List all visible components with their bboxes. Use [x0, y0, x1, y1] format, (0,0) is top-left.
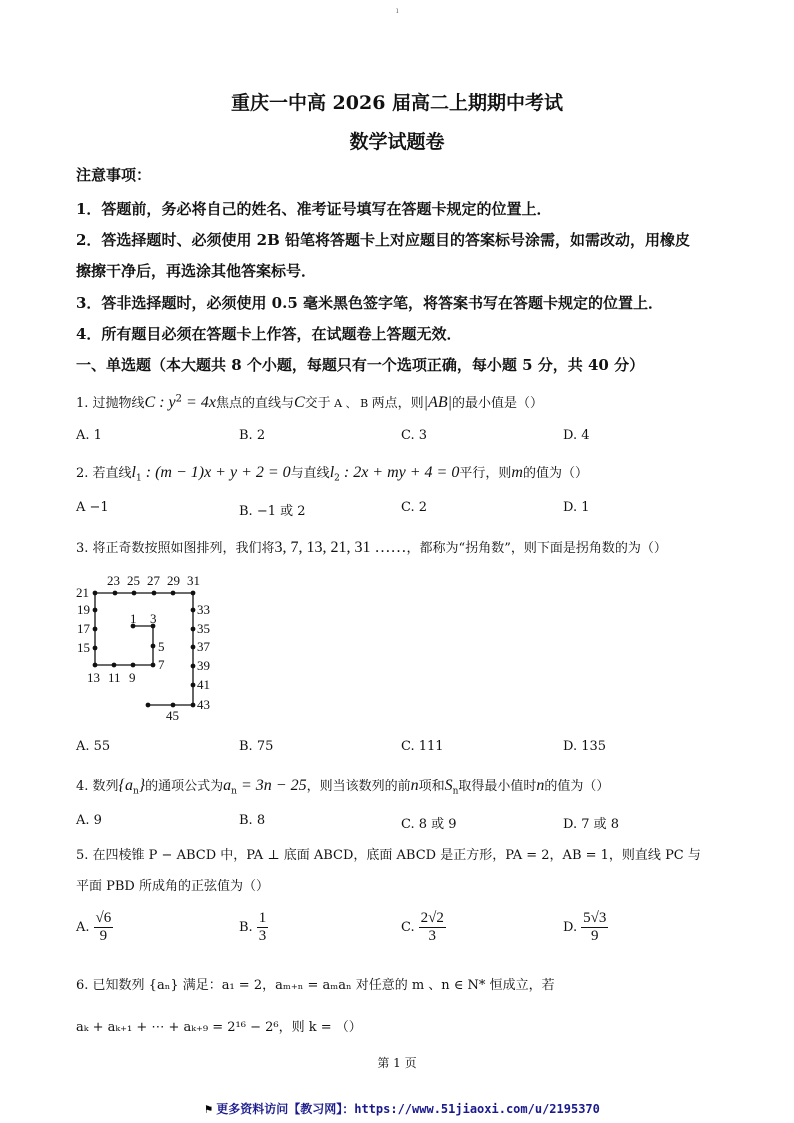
- page-mark: ı: [396, 6, 399, 15]
- section-heading: 一、单选题（本大题共 8 个小题，每题只有一个选项正确，每小题 5 分，共 40 分）: [76, 356, 645, 374]
- spiral-dot: [93, 591, 98, 596]
- spiral-dot: [191, 703, 196, 708]
- spiral-label: 7: [158, 657, 165, 672]
- spiral-dot: [93, 663, 98, 668]
- q3-option-c: C. 111: [401, 739, 444, 754]
- spiral-dot: [131, 663, 136, 668]
- spiral-outer-path: [95, 593, 193, 705]
- q2-option-b: B. −1 或 2: [239, 504, 306, 519]
- spiral-label: 31: [187, 573, 200, 588]
- q2-option-d: D. 1: [563, 500, 590, 515]
- spiral-dot: [112, 663, 117, 668]
- spiral-inner-path: [95, 593, 153, 665]
- q3-option-d: D. 135: [563, 739, 607, 754]
- q1-option-a: A. 1: [76, 428, 102, 443]
- spiral-label: 1: [130, 611, 137, 626]
- spiral-label: 41: [197, 677, 210, 692]
- q1-option-c: C. 3: [401, 428, 428, 443]
- notice-heading: 注意事项：: [76, 166, 152, 184]
- question-4: 4. 数列$\{a_n\}$的通项公式为$a_n = 3n - 25$，则当该数列的前n项和$S_n$取得最小值时n的值为（）: [76, 777, 610, 797]
- spiral-label: 25: [127, 573, 140, 588]
- question-5-line-1: 5. 在四棱锥 P − ABCD 中，PA ⊥ 底面 ABCD，底面 ABCD 是正方形，PA = 2，AB = 1，则直线 PC 与: [76, 848, 701, 863]
- spiral-label: 9: [129, 670, 136, 685]
- spiral-dot: [93, 627, 98, 632]
- spiral-label: 17: [77, 621, 90, 636]
- spiral-dot: [151, 644, 156, 649]
- q5-option-a: A. $\frac{√6}{9}$: [76, 910, 112, 944]
- q5-option-b: B. $\frac{1}{3}$: [239, 910, 267, 944]
- question-3: 3. 将正奇数按照如图排列，我们将3, 7, 13, 21, 31 ……，都称为“拐角数”，则下面是拐角数的为（）: [76, 539, 667, 556]
- spiral-label: 35: [197, 621, 210, 636]
- spiral-label: 21: [76, 585, 89, 600]
- q4-option-d: D. 7 或 8: [563, 817, 620, 832]
- spiral-label: 3: [150, 611, 157, 626]
- spiral-label: 27: [147, 573, 160, 588]
- question-6-line-1: 6. 已知数列 {aₙ} 满足：a₁ = 2，aₘ₊ₙ = aₘaₙ 对任意的 m 、n ∈ N* 恒成立，若: [76, 978, 555, 993]
- spiral-dot: [191, 645, 196, 650]
- spiral-label: 19: [77, 602, 90, 617]
- spiral-label: 5: [158, 639, 165, 654]
- flag-icon: ⚑: [205, 1102, 213, 1116]
- question-5-line-2: 平面 PBD 所成角的正弦值为（）: [76, 879, 269, 894]
- spiral-label: 45: [166, 708, 179, 720]
- q1-option-d: D. 4: [563, 428, 590, 443]
- q4-option-b: B. 8: [239, 813, 266, 828]
- notice-item: 3．答非选择题时，必须使用 0.5 毫米黑色签字笔，将答案书写在答题卡规定的位置上．: [76, 294, 663, 312]
- q5-option-c: C. $\frac{2√2}{3}$: [401, 910, 444, 944]
- spiral-dot: [191, 664, 196, 669]
- q4-option-a: A. 9: [76, 813, 102, 828]
- notice-item: 擦擦干净后，再选涂其他答案标号．: [76, 262, 317, 280]
- spiral-dot: [132, 591, 137, 596]
- q5-option-d: D. $\frac{5√3}{9}$: [563, 910, 607, 944]
- spiral-dot: [151, 663, 156, 668]
- spiral-dot: [93, 608, 98, 613]
- spiral-label: 43: [197, 697, 210, 712]
- spiral-dot: [152, 591, 157, 596]
- spiral-dot: [191, 627, 196, 632]
- spiral-dot: [113, 591, 118, 596]
- spiral-dot: [191, 591, 196, 596]
- notice-item: 2．答选择题时、必须使用 2B 铅笔将答题卡上对应题目的答案标号涂需，如需改动，用橡皮: [76, 231, 691, 249]
- exam-subtitle: 数学试题卷: [349, 131, 445, 153]
- question-2: 2. 若直线$l_1$ : (m − 1)x + y + 2 = 0与直线$l_2$ : 2x + my + 4 = 0平行，则m的值为（）: [76, 464, 588, 484]
- q1-option-b: B. 2: [239, 428, 266, 443]
- spiral-label: 23: [107, 573, 120, 588]
- spiral-dot: [171, 591, 176, 596]
- odd-number-spiral-figure: [72, 570, 232, 720]
- spiral-label: 39: [197, 658, 210, 673]
- spiral-dot: [171, 703, 176, 708]
- q4-option-c: C. 8 或 9: [401, 817, 457, 832]
- spiral-label: 11: [108, 670, 121, 685]
- q2-option-a: A −1: [76, 500, 109, 515]
- spiral-dot: [191, 683, 196, 688]
- resource-link[interactable]: ⚑ 更多资料访问【教习网】：https://www.51jiaoxi.com/u/2195370: [205, 1102, 600, 1116]
- page-number: 第 1 页: [377, 1056, 417, 1070]
- notice-item: 4．所有题目必须在答题卡上作答，在试题卷上答题无效．: [76, 325, 462, 343]
- question-6-line-2: aₖ + aₖ₊₁ + ⋯ + aₖ₊₉ = 2¹⁶ − 2⁶，则 k = （）: [76, 1020, 362, 1035]
- spiral-label: 29: [167, 573, 180, 588]
- spiral-dot: [93, 646, 98, 651]
- spiral-dot: [146, 703, 151, 708]
- q3-option-b: B. 75: [239, 739, 274, 754]
- spiral-label: 13: [87, 670, 100, 685]
- spiral-label: 33: [197, 602, 210, 617]
- spiral-label: 15: [77, 640, 90, 655]
- q2-option-c: C. 2: [401, 500, 428, 515]
- spiral-dot: [191, 608, 196, 613]
- notice-item: 1．答题前，务必将自己的姓名、准考证号填写在答题卡规定的位置上．: [76, 200, 552, 218]
- question-1: 1. 过抛物线C : $y^2 = 4x$焦点的直线与C交于 A 、 B 两点，则|AB|的最小值是（）: [76, 393, 544, 411]
- q3-option-a: A. 55: [76, 739, 111, 754]
- spiral-label: 37: [197, 639, 210, 654]
- exam-title: 重庆一中高 2026 届高二上期期中考试: [230, 92, 564, 114]
